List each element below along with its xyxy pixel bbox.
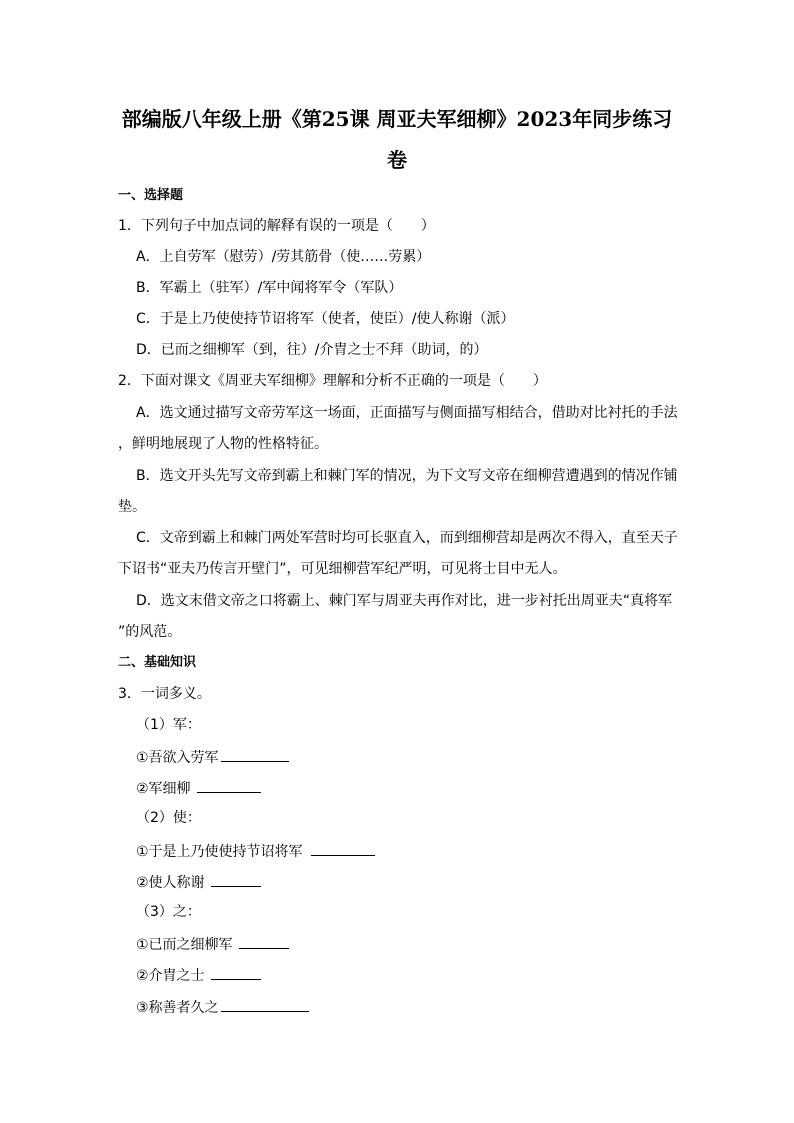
question-3-part-3-item-b (136, 964, 261, 986)
question-3-part-1-item-b (136, 777, 261, 799)
question-1-option-d: D．已而之细柳军（到，往）/介胄之士不拜（助词，的） (136, 342, 488, 358)
question-1-option-a: A．上自劳军（慰劳）/劳其筋骨（使……劳累） (136, 249, 431, 265)
question-3-part-3-item-c (136, 996, 309, 1018)
question-2-option-a-line1: A．选文通过描写文帝劳军这一场面，正面描写与侧面描写相结合，借助对比衬托的手法 (136, 405, 678, 421)
answer-blank[interactable] (197, 777, 261, 793)
item-text: ①于是上乃使使持节诏将军 (136, 844, 303, 860)
item-text: ②军细柳 (136, 781, 191, 797)
question-2-option-b-line1: B．选文开头先写文帝到霸上和棘门军的情况，为下文写文帝在细柳营遭遇到的情况作铺 (136, 468, 678, 484)
question-2-option-b-line2: 垫。 (118, 499, 146, 515)
item-text: ③称善者久之 (136, 1000, 219, 1016)
question-3-part-1: （1）军： (136, 717, 201, 733)
question-1-stem: 1．下列句子中加点词的解释有误的一项是（ ） (118, 218, 435, 234)
question-2-option-c-line2: 下诏书“亚夫乃传言开壁门”，可见细柳营军纪严明，可见将士目中无人。 (118, 561, 567, 577)
answer-blank[interactable] (221, 996, 309, 1012)
question-2-option-d-line1: D．选文末借文帝之口将霸上、棘门军与周亚夫再作对比，进一步衬托出周亚夫“真将军 (136, 593, 673, 609)
question-3-part-1-item-a (136, 746, 289, 768)
document-title-line2: 卷 (387, 148, 407, 172)
document-title-line1: 部编版八年级上册《第25课 周亚夫军细柳》2023年同步练习 (121, 107, 673, 131)
item-text: ②使人称谢 (136, 875, 205, 891)
question-3-part-2-item-a (136, 840, 375, 862)
question-3-part-2: （2）使： (136, 810, 201, 826)
question-3-part-3-item-a (136, 933, 289, 955)
question-3-stem: 3．一词多义。 (118, 686, 211, 702)
answer-blank[interactable] (311, 840, 375, 856)
answer-blank[interactable] (239, 933, 289, 949)
section-heading-basics: 二、基础知识 (118, 655, 197, 670)
item-text: ②介胄之士 (136, 968, 205, 984)
section-heading-choice: 一、选择题 (118, 188, 184, 203)
item-text: ①吾欲入劳军 (136, 750, 219, 766)
answer-blank[interactable] (211, 964, 261, 980)
item-text: ①已而之细柳军 (136, 937, 233, 953)
answer-blank[interactable] (211, 871, 261, 887)
question-1-option-c: C．于是上乃使使持节诏将军（使者，使臣）/使人称谢（派） (136, 311, 515, 327)
question-2-option-d-line2: ”的风范。 (118, 624, 182, 640)
question-3-part-2-item-b (136, 871, 261, 893)
question-2-option-a-line2: ，鲜明地展现了人物的性格特征。 (118, 436, 328, 452)
question-2-stem: 2．下面对课文《周亚夫军细柳》理解和分析不正确的一项是（ ） (118, 373, 547, 389)
question-1-option-b: B．军霸上（驻军）/军中闻将军令（军队） (136, 280, 403, 296)
answer-blank[interactable] (221, 746, 289, 762)
question-2-option-c-line1: C．文帝到霸上和棘门两处军营时均可长驱直入，而到细柳营却是两次不得入，直至天子 (136, 530, 678, 546)
question-3-part-3: （3）之： (136, 904, 201, 920)
